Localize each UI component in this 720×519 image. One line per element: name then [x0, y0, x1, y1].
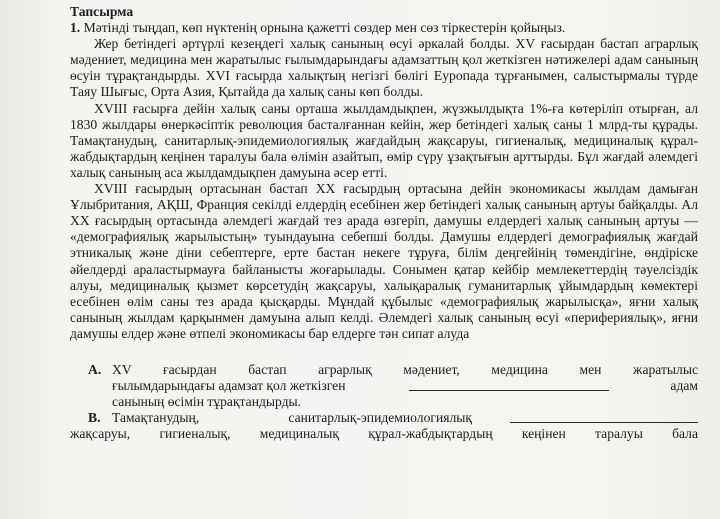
exercise-a-line-2-after: адам	[670, 378, 698, 394]
paragraph-2: XVIII ғасырға дейін халық саны орташа жылдамдықпен, жүзжылдықта 1%-ға көтеріліп отырған, ал 1830 жылдары өнеркәсіптік революция басталғаннан кейін, жер бетіндегі халық саны 1 млрд-ты құрады. Тамақтанудың, санитарлық-эпидемиологиялық жағдайдың жақсаруы, гигиеналық, медициналық құрал-жабдықтардың кеңінен таралуы бала өлімін азайтып, өмір сүру ұзақтығын арттырды. Бұл жағдай әлемдегі халық санының аса жылдамдықпен дамуына әсер етті.	[70, 100, 698, 180]
exercise-a-line-3: санының өсімін тұрақтандырды.	[112, 394, 302, 410]
exercise-a-label: А.	[88, 361, 102, 377]
exercise-b-line-2: жақсаруы, гигиеналық, медициналық құрал-жабдықтардың кеңінен таралуы бала	[70, 426, 698, 442]
exercise-a-blank[interactable]	[409, 378, 609, 391]
exercise-a	[70, 362, 698, 410]
exercise-a-line-1: XV ғасырдан бастап аграрлық мәдениет, медицина мен жаратылыс	[112, 361, 698, 377]
exercise-b-line-1	[112, 410, 698, 426]
task-text: Мәтінді тыңдап, көп нүктенің орнына қажетті сөздер мен сөз тіркестерін қойыңыз.	[83, 20, 566, 36]
paragraph-3: XVIII ғасырдың ортасынан бастап XX ғасырдың ортасына дейін экономикасы жылдам дамыған Ұлыбритания, АҚШ, Франция секілді елдердің есебінен жер бетіндегі халық санының артуы байқалды. Ал XX ғасырдың ортасында әлемдегі жағдай тез арада өзгеріп, дамушы елдердегі халық санының артуы — «демографиялық жарылыстың» туындауына себепші болды. Дамушы елдердегі демографиялық жағдай этникалық және діни себептерге, ерте бастан некеге тұруға, білім деңгейінің төмендігіне, өндіріске әйелдерді араластырмауға байланысты жоғарылады. Сонымен қатар кейбір мемлекеттердің тәуелсіздік алуы, медициналық қызмет көрсетудің жақсаруы, халықаралық гуманитарлық ұйымдардың көмектері есебінен өлім саны тез арада қысқарды. Мұндай құбылыс «демографиялық жарылысқа», яғни халық санының жылдам қарқынмен дамуына алып келді. Әлемдегі халық санының өсуі «перифериялық», яғни дамушы елдер және өтпелі экономикасы бар елдерге тән сипат алуда	[70, 181, 698, 341]
page-heading: Тапсырма	[70, 4, 134, 19]
exercise-b-label: В.	[88, 410, 101, 426]
exercise-b-word-2: санитарлық-эпидемиологиялық	[288, 410, 472, 426]
task-instruction	[70, 20, 698, 36]
paragraph-1: Жер бетіндегі әртүрлі кезеңдегі халық санының өсуі әркалай болды. XV ғасырдан бастап аграрлық мәдениет, медицина мен жаратылыс ғылымдарындағы адамзаттың қол жеткізген нәтижелері адам санының өсуін тұрақтандырды. XVI ғасырда халықтың негізгі бөлігі Еуропада тұрғанымен, салыстырмалы түрде Таяу Шығыс, Орта Азия, Қытайда да халық саны көп болды.	[70, 36, 698, 100]
exercise-a-line-2	[112, 378, 698, 394]
exercise-b-word-1: Тамақтанудың,	[112, 410, 200, 426]
task-number: 1.	[70, 20, 81, 36]
exercise-b-blank[interactable]	[510, 410, 698, 423]
exercise-b	[70, 410, 698, 426]
exercise-a-line-2-before: ғылымдарындағы адамзат қол жеткізген	[112, 378, 346, 394]
